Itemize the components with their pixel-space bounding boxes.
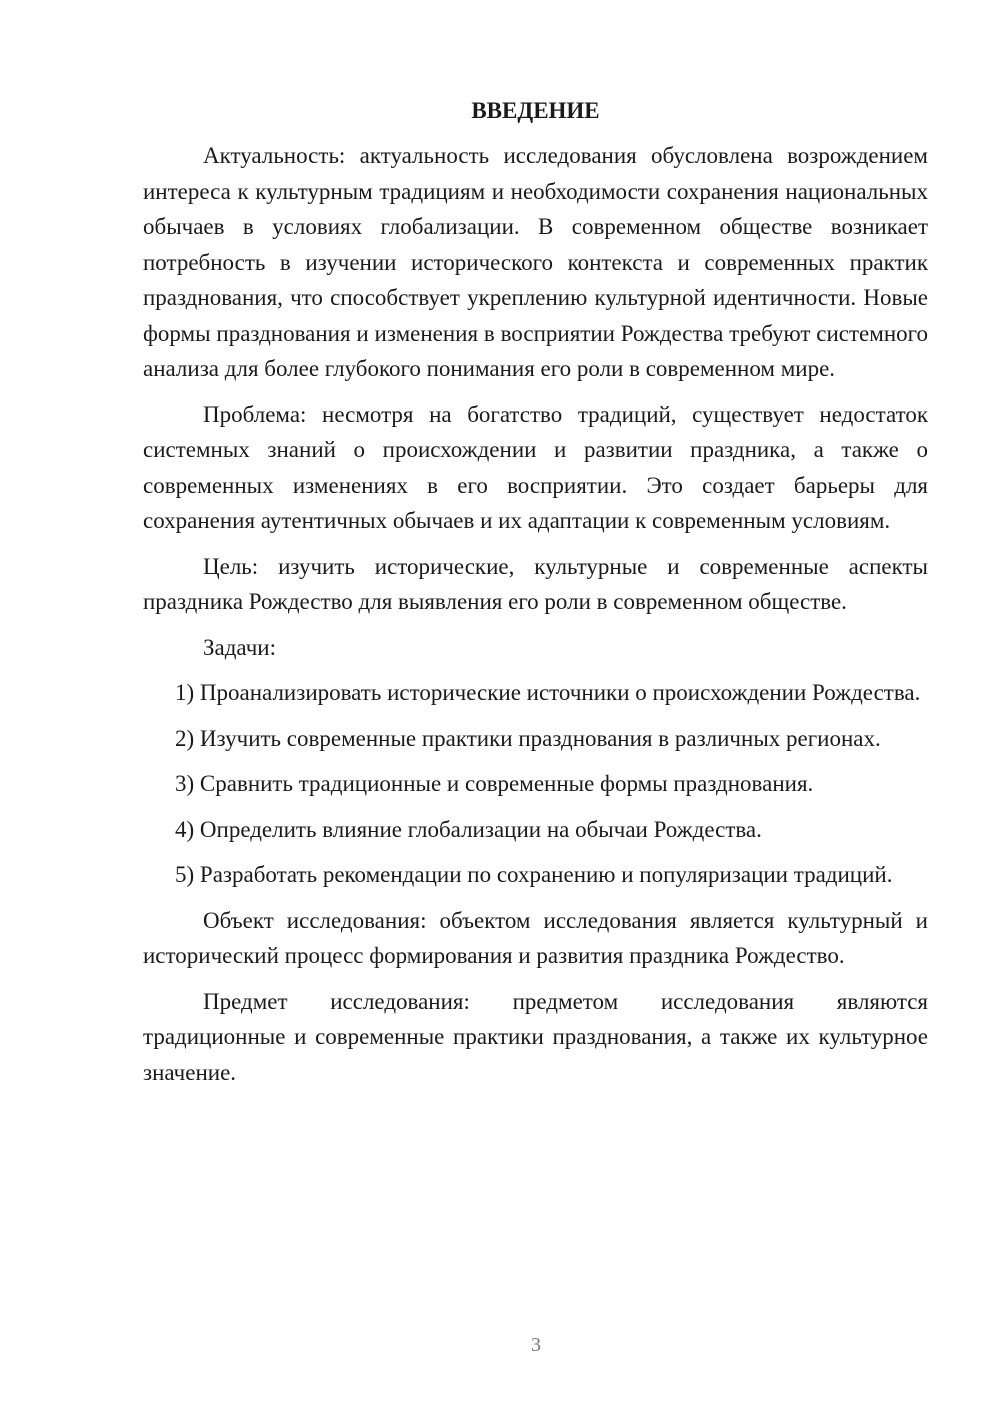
document-body bbox=[143, 96, 928, 1100]
object-paragraph: Объект исследования: объектом исследования является культурный и исторический процесс формирования и развития праздника Рождество. bbox=[143, 907, 928, 968]
task-item-3: 3) Сравнить традиционные и современные формы празднования. bbox=[175, 771, 814, 796]
task-item-5: 5) Разработать рекомендации по сохранению и популяризации традиций. bbox=[175, 862, 893, 887]
task-item-4: 4) Определить влияние глобализации на обычаи Рождества. bbox=[175, 816, 762, 842]
relevance-paragraph: Актуальность: актуальность исследования обусловлена возрождением интереса к культурным традициям и необходимости сохранения национальных обычаев в условиях глобализации. В современном обществе возникает потребность в изучении исторического контекста и современных практик празднования, что способствует укреплению культурной идентичности. Новые формы празднования и изменения в восприятии Рождества требуют системного анализа для более глубокого понимания его роли в современном мире. bbox=[143, 143, 928, 381]
task-item-1: 1) Проанализировать исторические источники о происхождении Рождества. bbox=[175, 680, 921, 705]
page-number: 3 bbox=[531, 1334, 541, 1356]
section-title: ВВЕДЕНИЕ bbox=[471, 98, 600, 123]
goal-paragraph: Цель: изучить исторические, культурные и современные аспекты праздника Рождество для выявления его роли в современном обществе. bbox=[143, 553, 928, 614]
tasks-label: Задачи: bbox=[203, 634, 276, 660]
task-item-2: 2) Изучить современные практики празднования в различных регионах. bbox=[175, 725, 881, 751]
problem-paragraph: Проблема: несмотря на богатство традиций, существует недостаток системных знаний о происхождении и развитии праздника, а также о современных изменениях в его восприятии. Это создает барьеры для сохранения аутентичных обычаев и их адаптации к современным условиям. bbox=[143, 401, 928, 533]
subject-paragraph: Предмет исследования: предметом исследования являются традиционные и современные практики празднования, а также их культурное значение. bbox=[143, 988, 928, 1085]
